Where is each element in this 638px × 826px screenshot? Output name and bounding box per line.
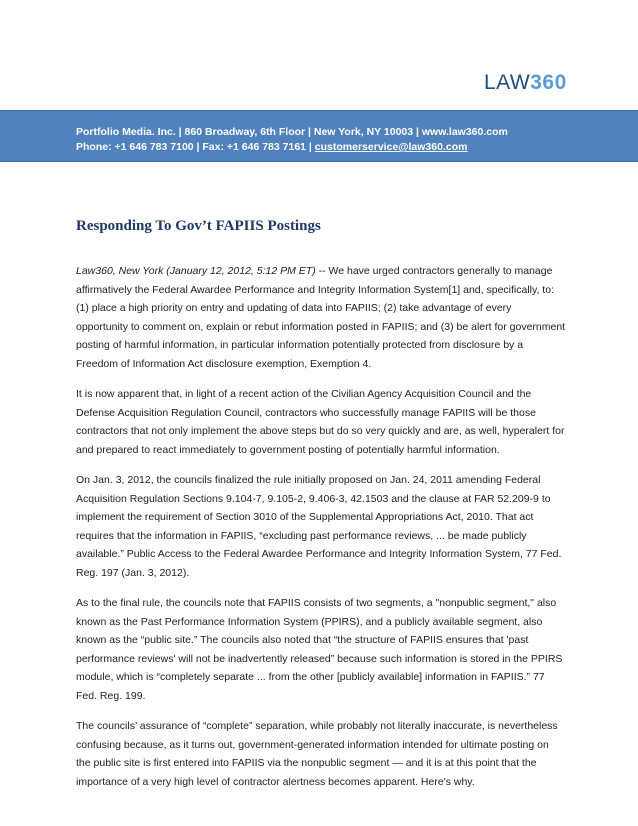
article-title: Responding To Gov’t FAPIIS Postings (76, 218, 321, 234)
dateline: Law360, New York (January 12, 2012, 5:12 PM ET) (76, 265, 316, 277)
paragraph-1 (76, 262, 566, 373)
banner-contact (76, 140, 638, 155)
paragraph-2: It is now apparent that, in light of a recent action of the Civilian Agency Acquisition Council and the Defense Acquisition Regulation Council, contractors who successfully manage FAPIIS will be those contractors that not only implement the above steps but do so very quickly and are, as well, hyperalert for and prepared to react immediately to government posting of potentially harmful information. (76, 388, 565, 456)
logo-word: LAW (484, 71, 531, 94)
banner-address: Portfolio Media. Inc. | 860 Broadway, 6th Floor | New York, NY 10003 | www.law360.com (76, 126, 508, 138)
customer-service-email-link[interactable]: customerservice@law360.com (314, 141, 468, 153)
law360-logo (484, 72, 567, 93)
banner-phone-fax: Phone: +1 646 783 7100 | Fax: +1 646 783 7161 | (76, 141, 315, 153)
article-body (76, 262, 566, 803)
paragraph-5: The councils’ assurance of “complete” separation, while probably not literally inaccurate, is nevertheless confusing because, as it turns out, government-generated information intended for ultimate posting on the public site is first entered into FAPIIS via the nonpublic segment — and it is at this point that the importance of a very high level of contractor alertness becomes apparent. Here's why. (76, 720, 558, 788)
contact-banner (0, 110, 638, 162)
logo-number: 360 (530, 71, 567, 94)
paragraph-3: On Jan. 3, 2012, the councils finalized the rule initially proposed on Jan. 24, 2011 amending Federal Acquisition Regulation Sections 9.104-7, 9.105-2, 9.406-3, 42.1503 and the clause at FAR 52.209-9 to implement the requirement of Section 3010 of the Supplemental Appropriations Act, 2010. That act requires that the information in FAPIIS, “excluding past performance reviews, ... be made publicly available.” Public Access to the Federal Awardee Performance and Integrity Information System, 77 Fed. Reg. 197 (Jan. 3, 2012). (76, 474, 562, 579)
paragraph-4: As to the final rule, the councils note that FAPIIS consists of two segments, a "nonpublic segment," also known as the Past Performance Information System (PPIRS), and a publicly available segment, also known as the “public site.” The councils also noted that “the structure of FAPIIS ensures that 'past performance reviews' will not be inadvertently released” because such information is stored in the PPIRS module, which is “completely separate ... from the other [publicly available] information in FAPIIS.” 77 Fed. Reg. 199. (76, 597, 563, 702)
paragraph-1-text: -- We have urged contractors generally to manage affirmatively the Federal Awardee Performance and Integrity Information System[1] and, specifically, to: (1) place a high priority on entry and updating of data into FAPIIS; (2) take advantage of every opportunity to comment on, explain or rebut information posted in FAPIIS; and (3) be alert for government posting of harmful information, in particular information potentially protected from disclosure by a Freedom of Information Act disclosure exemption, Exemption 4. (76, 265, 566, 370)
